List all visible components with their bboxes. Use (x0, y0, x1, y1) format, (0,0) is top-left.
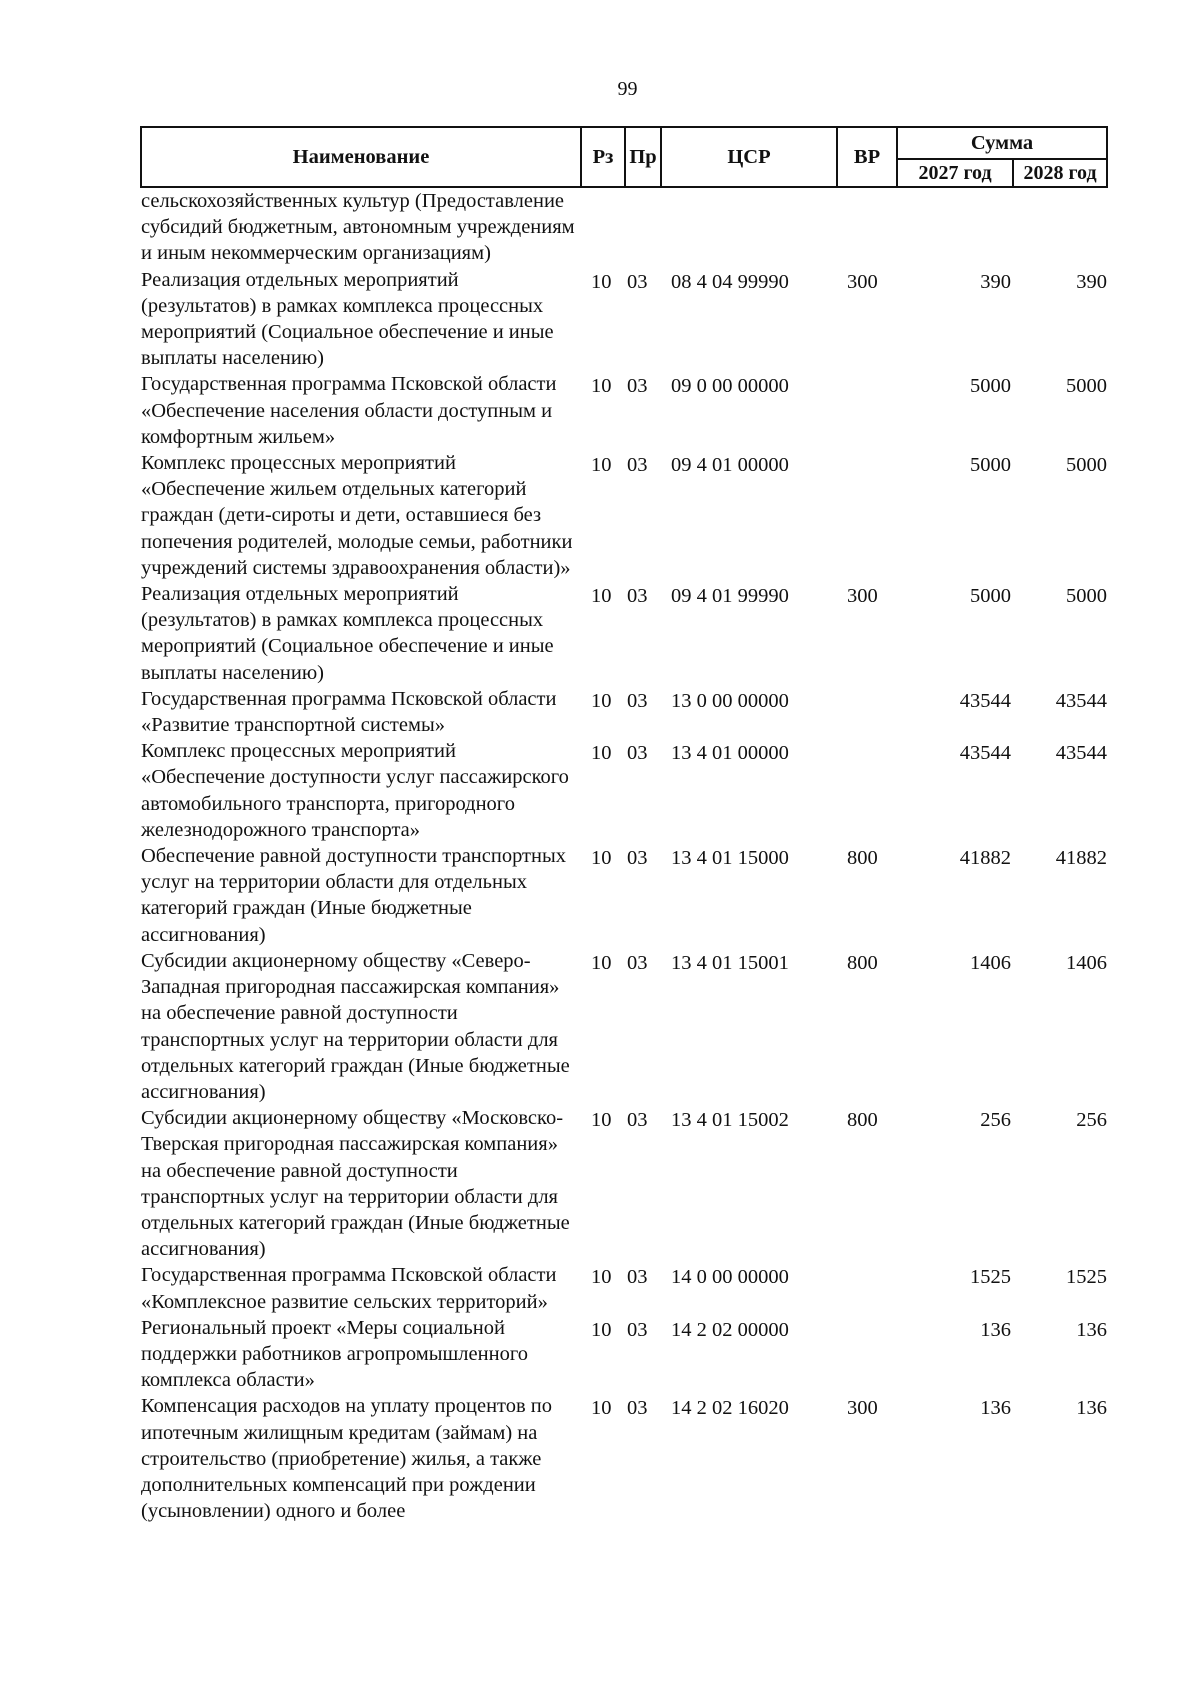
cell-csr (661, 948, 837, 1105)
cell-name: сельскохозяйственных культур (Предоставление субсидий бюджетным, автономным учреждениям и иным некоммерческим организациям) (141, 190, 575, 265)
cell-sum-2028 (1013, 371, 1107, 450)
cell-sum-2028 (1013, 1262, 1107, 1314)
cell-pr (625, 1315, 661, 1394)
table-row (141, 267, 1107, 372)
cell-sum-2028-value: 136 (1076, 1318, 1107, 1341)
cell-csr (661, 1315, 837, 1394)
cell-vr (837, 450, 897, 581)
cell-csr-value: 09 0 00 00000 (671, 375, 789, 398)
cell-rz-value: 10 (591, 742, 612, 765)
cell-csr (661, 187, 837, 267)
cell-sum-2027 (897, 843, 1013, 948)
cell-csr-value: 13 4 01 15000 (671, 847, 789, 870)
table-row (141, 187, 1107, 267)
cell-csr-value: 09 4 01 99990 (671, 585, 789, 608)
cell-sum-2028-value: 43544 (1055, 689, 1107, 712)
cell-name: Государственная программа Псковской области «Комплексное развитие сельских территорий» (141, 1264, 557, 1313)
cell-vr (837, 267, 897, 372)
cell-csr-value: 13 4 01 15002 (671, 1109, 789, 1132)
table-row (141, 738, 1107, 843)
cell-pr-value: 03 (627, 1397, 648, 1420)
cell-rz (581, 738, 625, 843)
cell-pr (625, 1393, 661, 1524)
cell-vr-value (847, 188, 897, 190)
cell-csr-value: 13 0 00 00000 (671, 689, 789, 712)
cell-csr (661, 371, 837, 450)
cell-pr (625, 581, 661, 686)
cell-vr-value: 300 (847, 1397, 878, 1420)
cell-csr-value: 13 4 01 00000 (671, 742, 789, 765)
table-row (141, 1262, 1107, 1314)
cell-name: Субсидии акционерному обществу «Московско-Тверская пригородная пассажирская компания» на обеспечение равной доступности транспортных услуг на территории области для отдельных категорий граждан (Иные бюджетные ассигнования) (141, 1107, 570, 1261)
cell-sum-2027 (897, 187, 1013, 267)
cell-sum-2027 (897, 450, 1013, 581)
cell-csr-value: 13 4 01 15001 (671, 951, 789, 974)
cell-rz-value: 10 (591, 689, 612, 712)
cell-sum-2027-value: 136 (980, 1318, 1011, 1341)
cell-rz-value: 10 (591, 454, 612, 477)
cell-vr-value: 300 (847, 585, 878, 608)
cell-pr-value: 03 (627, 1266, 648, 1289)
cell-rz (581, 1105, 625, 1262)
cell-rz (581, 581, 625, 686)
cell-name: Государственная программа Псковской области «Обеспечение населения области доступным и комфортным жильем» (141, 373, 557, 448)
cell-rz-value: 10 (591, 1109, 612, 1132)
cell-pr-value: 03 (627, 454, 648, 477)
cell-rz (581, 1315, 625, 1394)
cell-rz (581, 948, 625, 1105)
cell-csr-value: 08 4 04 99990 (671, 270, 789, 293)
cell-pr (625, 450, 661, 581)
cell-pr-value: 03 (627, 1109, 648, 1132)
cell-vr (837, 1393, 897, 1524)
cell-csr-value: 14 2 02 00000 (671, 1318, 789, 1341)
cell-vr-value: 800 (847, 951, 878, 974)
cell-sum-2027-value: 390 (980, 270, 1011, 293)
header-year-2027: 2027 год (897, 159, 1013, 187)
cell-sum-2028-value: 390 (1076, 270, 1107, 293)
cell-name: Реализация отдельных мероприятий (результатов) в рамках комплекса процессных мероприятий (Социальное обеспечение и иные выплаты населению) (141, 583, 554, 684)
cell-vr (837, 187, 897, 267)
cell-sum-2028 (1013, 948, 1107, 1105)
cell-pr (625, 1105, 661, 1262)
cell-vr (837, 948, 897, 1105)
cell-sum-2028 (1013, 1315, 1107, 1394)
table-row (141, 581, 1107, 686)
cell-pr (625, 843, 661, 948)
cell-csr (661, 1262, 837, 1314)
cell-vr-value: 800 (847, 1109, 878, 1132)
cell-rz (581, 267, 625, 372)
cell-sum-2027 (897, 738, 1013, 843)
cell-sum-2027-value: 5000 (970, 454, 1011, 477)
cell-csr (661, 267, 837, 372)
cell-name: Комплекс процессных мероприятий «Обеспечение жильем отдельных категорий граждан (дети-сироты и дети, оставшиеся без попечения родителей, молодые семьи, работники учреждений системы здравоохранения области)» (141, 452, 573, 579)
cell-csr-value: 09 4 01 00000 (671, 454, 789, 477)
cell-pr-value: 03 (627, 951, 648, 974)
cell-pr (625, 738, 661, 843)
cell-rz-value (591, 188, 625, 190)
cell-csr-value: 14 0 00 00000 (671, 1266, 789, 1289)
cell-sum-2027 (897, 1262, 1013, 1314)
cell-rz (581, 371, 625, 450)
cell-rz (581, 450, 625, 581)
table-row (141, 1105, 1107, 1262)
cell-vr (837, 371, 897, 450)
cell-sum-2028-value: 5000 (1066, 375, 1107, 398)
cell-sum-2028 (1013, 686, 1107, 738)
cell-name: Региональный проект «Меры социальной поддержки работников агропромышленного комплекса области» (141, 1316, 528, 1392)
header-vr: ВР (837, 127, 897, 187)
cell-sum-2028-value: 43544 (1055, 742, 1107, 765)
cell-pr-value: 03 (627, 375, 648, 398)
cell-pr-value: 03 (627, 689, 648, 712)
cell-vr (837, 1315, 897, 1394)
cell-vr (837, 686, 897, 738)
cell-rz-value: 10 (591, 375, 612, 398)
cell-sum-2028 (1013, 581, 1107, 686)
header-year-2028: 2028 год (1013, 159, 1107, 187)
cell-sum-2028 (1013, 1105, 1107, 1262)
cell-vr-value: 300 (847, 270, 878, 293)
table-row (141, 686, 1107, 738)
cell-pr (625, 187, 661, 267)
cell-name: Обеспечение равной доступности транспортных услуг на территории области для отдельных категорий граждан (Иные бюджетные ассигнования) (141, 845, 567, 946)
cell-csr (661, 686, 837, 738)
cell-sum-2027 (897, 371, 1013, 450)
cell-rz (581, 1262, 625, 1314)
cell-sum-2028-value: 1525 (1066, 1266, 1107, 1289)
cell-pr-value: 03 (627, 585, 648, 608)
cell-pr-value (627, 188, 661, 190)
cell-csr (661, 843, 837, 948)
cell-sum-2028 (1013, 1393, 1107, 1524)
cell-sum-2027 (897, 1105, 1013, 1262)
cell-sum-2027 (897, 581, 1013, 686)
cell-sum-2028 (1013, 187, 1107, 267)
table-row (141, 1393, 1107, 1524)
cell-sum-2027-value: 1406 (970, 951, 1011, 974)
cell-name: Государственная программа Псковской области «Развитие транспортной системы» (141, 687, 557, 737)
cell-rz-value: 10 (591, 270, 612, 293)
cell-csr (661, 581, 837, 686)
cell-sum-2028 (1013, 738, 1107, 843)
cell-sum-2027-value: 41882 (959, 847, 1011, 870)
cell-sum-2027-value: 256 (980, 1109, 1011, 1132)
cell-sum-2028 (1013, 843, 1107, 948)
cell-csr (661, 1105, 837, 1262)
cell-sum-2028-value (1013, 188, 1107, 190)
cell-sum-2027 (897, 1393, 1013, 1524)
cell-vr (837, 1105, 897, 1262)
cell-sum-2027 (897, 948, 1013, 1105)
header-csr: ЦСР (661, 127, 837, 187)
table-header (141, 127, 1107, 187)
cell-sum-2028-value: 1406 (1066, 951, 1107, 974)
cell-rz-value: 10 (591, 1318, 612, 1341)
cell-pr (625, 1262, 661, 1314)
cell-vr-value (847, 450, 897, 452)
cell-sum-2027-value (897, 188, 1011, 190)
cell-sum-2028-value: 41882 (1055, 847, 1107, 870)
table-row (141, 843, 1107, 948)
cell-csr-value: 14 2 02 16020 (671, 1397, 789, 1420)
header-name: Наименование (141, 127, 581, 187)
cell-vr (837, 843, 897, 948)
cell-pr (625, 371, 661, 450)
table-row (141, 450, 1107, 581)
cell-sum-2028 (1013, 450, 1107, 581)
cell-rz-value: 10 (591, 1397, 612, 1420)
cell-pr-value: 03 (627, 847, 648, 870)
header-pr: Пр (625, 127, 661, 187)
cell-rz (581, 686, 625, 738)
cell-pr (625, 686, 661, 738)
table-row (141, 371, 1107, 450)
table-body (141, 187, 1107, 1524)
cell-pr-value: 03 (627, 1318, 648, 1341)
page-number: 99 (617, 78, 638, 100)
cell-csr (661, 1393, 837, 1524)
table-row (141, 948, 1107, 1105)
cell-vr (837, 581, 897, 686)
cell-pr (625, 948, 661, 1105)
cell-vr (837, 1262, 897, 1314)
cell-sum-2028 (1013, 267, 1107, 372)
cell-rz (581, 843, 625, 948)
cell-sum-2027-value: 136 (980, 1397, 1011, 1420)
cell-sum-2027-value: 5000 (970, 585, 1011, 608)
cell-name: Реализация отдельных мероприятий (результатов) в рамках комплекса процессных мероприятий (Социальное обеспечение и иные выплаты населению) (141, 268, 554, 370)
cell-sum-2028-value: 136 (1076, 1397, 1107, 1420)
cell-vr-value (847, 1315, 897, 1317)
cell-sum-2027-value: 43544 (959, 689, 1011, 712)
cell-sum-2028-value: 5000 (1066, 454, 1107, 477)
cell-vr-value: 800 (847, 847, 878, 870)
budget-table (140, 126, 1108, 1524)
cell-rz (581, 187, 625, 267)
cell-name: Субсидии акционерному обществу «Северо-Западная пригородная пассажирская компания» на обеспечение равной доступности транспортных услуг на территории области для отдельных категорий граждан (Иные бюджетные ассигнования) (141, 949, 570, 1103)
cell-vr-value (847, 686, 897, 688)
cell-rz-value: 10 (591, 1266, 612, 1289)
cell-sum-2027 (897, 1315, 1013, 1394)
cell-csr-value (671, 188, 837, 190)
cell-vr-value (847, 371, 897, 373)
cell-rz-value: 10 (591, 951, 612, 974)
cell-rz-value: 10 (591, 847, 612, 870)
cell-vr (837, 738, 897, 843)
cell-sum-2027 (897, 267, 1013, 372)
cell-csr (661, 450, 837, 581)
header-rz: Рз (581, 127, 625, 187)
cell-csr (661, 738, 837, 843)
cell-sum-2027-value: 1525 (970, 1266, 1011, 1289)
cell-pr-value: 03 (627, 742, 648, 765)
cell-vr-value (847, 1262, 897, 1264)
cell-sum-2028-value: 256 (1076, 1109, 1107, 1132)
cell-vr-value (847, 738, 897, 740)
cell-pr (625, 267, 661, 372)
cell-sum-2027-value: 5000 (970, 375, 1011, 398)
table-row (141, 1315, 1107, 1394)
cell-rz (581, 1393, 625, 1524)
cell-sum-2027 (897, 686, 1013, 738)
cell-sum-2027-value: 43544 (959, 742, 1011, 765)
cell-name: Комплекс процессных мероприятий «Обеспечение доступности услуг пассажирского автомобильного транспорта, пригородного железнодорожного транспорта» (141, 740, 569, 841)
cell-pr-value: 03 (627, 270, 648, 293)
cell-rz-value: 10 (591, 585, 612, 608)
header-sum: Сумма (897, 127, 1107, 159)
cell-sum-2028-value: 5000 (1066, 585, 1107, 608)
cell-name: Компенсация расходов на уплату процентов по ипотечным жилищным кредитам (займам) на строительство (приобретение) жилья, а также дополнительных компенсаций при рождении (усыновлении) одного и более (141, 1395, 553, 1523)
